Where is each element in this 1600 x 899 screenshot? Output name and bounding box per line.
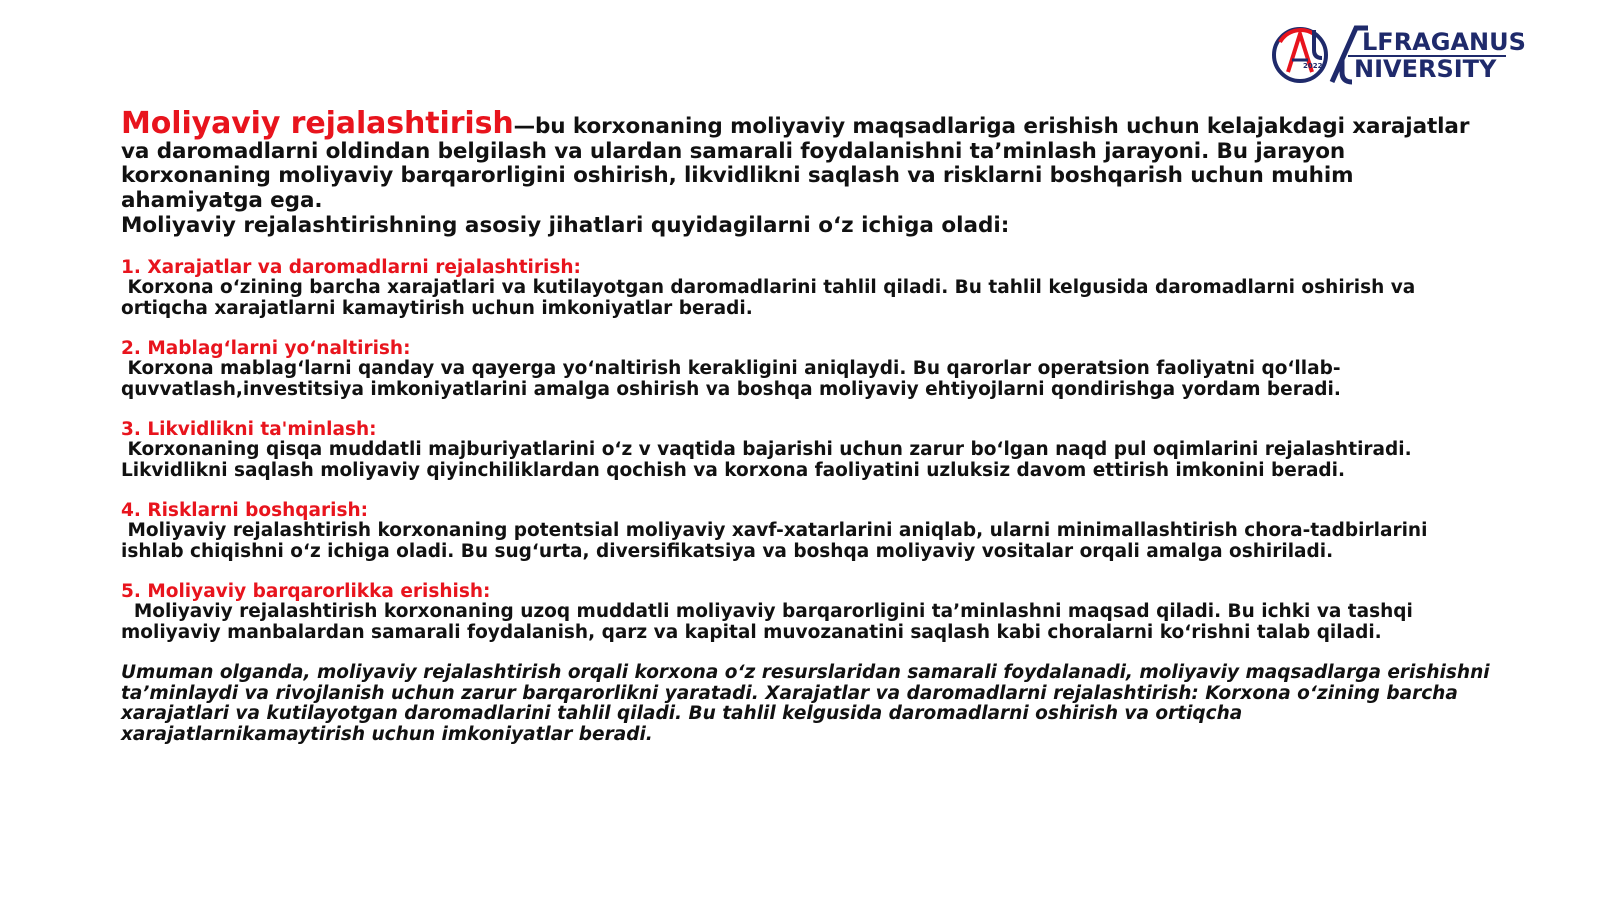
section-heading: 1. Xarajatlar va daromadlarni rejalashtirish: bbox=[121, 257, 581, 278]
section-heading: 5. Moliyaviy barqarorlikka erishish: bbox=[121, 581, 491, 602]
section-heading: 3. Likvidlikni ta'minlash: bbox=[121, 419, 377, 440]
logo-line1: LFRAGANUS bbox=[1362, 28, 1526, 56]
section-heading: 4. Risklarni boshqarish: bbox=[121, 500, 369, 521]
section-body: Korxonaning qisqa muddatli majburiyatlarini o‘z v vaqtida bajarishi uchun zarur bo‘lgan naqd pul oqimlarini rejalashtiradi. Likvidlikni saqlash moliyaviy qiyinchiliklardan qochish va korxona faoliyatini uzluksiz davom ettirish imkonini beradi. bbox=[121, 439, 1419, 481]
section-liquidity bbox=[121, 419, 1491, 481]
section-body: Moliyaviy rejalashtirish korxonaning uzoq muddatli moliyaviy barqarorligini ta’minlashni maqsad qiladi. Bu ichki va tashqi moliyaviy manbalardan samarali foydalanish, qarz va kapital muvozanatini saqlash kabi choralarni ko‘rishni talab qiladi. bbox=[121, 601, 1420, 643]
intro-paragraph bbox=[121, 106, 1491, 213]
section-body: Moliyaviy rejalashtirish korxonaning potentsial moliyaviy xavf-xatarlarini aniqlab, ularni minimallashtirish chora-tadbirlarini ishlab chiqishni o‘z ichiga oladi. Bu sug‘urta, diversifikatsiya va boshqa moliyaviy vositalar orqali amalga oshiriladi. bbox=[121, 520, 1434, 562]
logo-letter-u-icon bbox=[1342, 60, 1352, 82]
section-body: Korxona mablag‘larni qanday va qayerga yo‘naltirish kerakligini aniqlaydi. Bu qarorlar operatsion faoliyatni qo‘llab-quvvatlash,investitsiya imkoniyatlarini amalga oshirish va boshqa moliyaviy ehtiyojlarni qondirishga yordam beradi. bbox=[121, 358, 1341, 400]
slide-content bbox=[121, 106, 1491, 745]
section-body: Korxona o‘zining barcha xarajatlari va kutilayotgan daromadlarini tahlil qiladi. Bu tahlil kelgusida daromadlarni oshirish va ortiqcha xarajatlarni kamaytirish uchun imkoniyatlar beradi. bbox=[121, 277, 1422, 319]
section-funds-allocation bbox=[121, 338, 1491, 400]
section-financial-stability bbox=[121, 581, 1491, 643]
conclusion-paragraph: Umuman olganda, moliyaviy rejalashtirish orqali korxona o‘z resurslaridan samarali foydalanadi, moliyaviy maqsadlarga erishishni ta’minlaydi va rivojlanish uchun zarur barqarorlikni yaratadi. Xarajatlar va daromadlarni rejalashtirish: Korxona o‘zining barcha xarajatlari va kutilayotgan daromadlarini tahlil qiladi. Bu tahlil kelgusida daromadlarni oshirish va ortiqcha xarajatlarnikamaytirish uchun imkoniyatlar beradi. bbox=[121, 662, 1490, 745]
intro-subtitle: Moliyaviy rejalashtirishning asosiy jihatlari quyidagilarni o‘z ichiga oladi: bbox=[121, 213, 1010, 238]
alfraganus-university-logo bbox=[1270, 22, 1530, 88]
intro-definition: —bu korxonaning moliyaviy maqsadlariga erishish uchun kelajakdagi xarajatlar va daromadlarni oldindan belgilash va ulardan samarali foydalanishni ta’minlash jarayoni. Bu jarayon korxonaning moliyaviy barqarorligini oshirish, likvidlikni saqlash va risklarni boshqarish uchun muhim ahamiyatga ega. bbox=[121, 114, 1470, 213]
logo-emblem-icon bbox=[1274, 29, 1326, 81]
section-heading: 2. Mablag‘larni yo‘naltirish: bbox=[121, 338, 411, 359]
section-risk-management bbox=[121, 500, 1491, 562]
logo-emblem-year: 2022 bbox=[1303, 62, 1323, 70]
logo-line2: NIVERSITY bbox=[1354, 55, 1497, 83]
logo-graphic bbox=[1270, 22, 1530, 88]
section-expenses-income-planning bbox=[121, 257, 1491, 319]
intro-term: Moliyaviy rejalashtirish bbox=[121, 106, 514, 141]
